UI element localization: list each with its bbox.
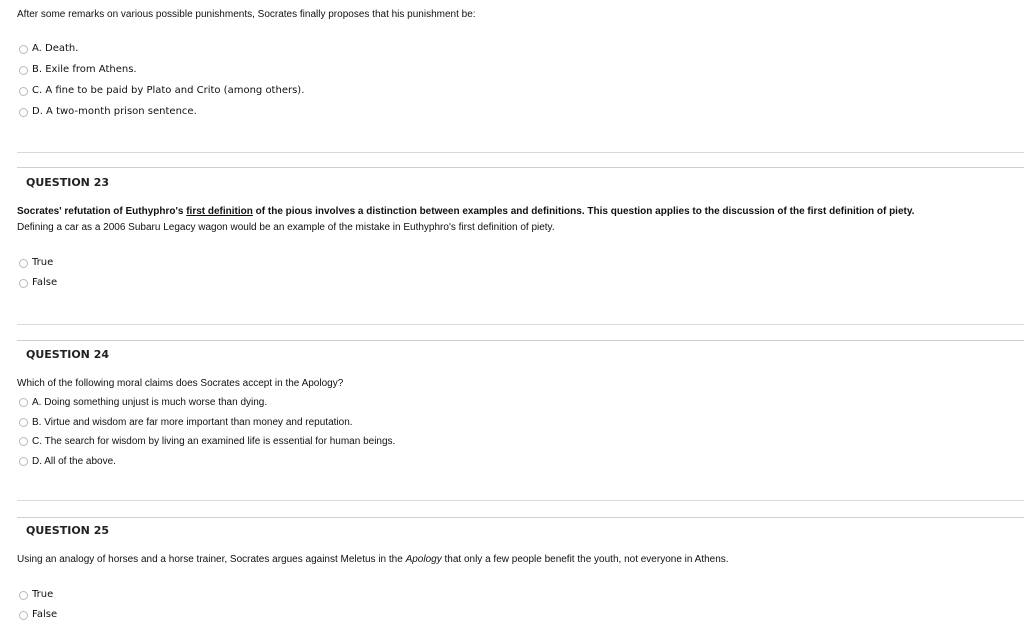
question-24-header: QUESTION 24 [26, 348, 110, 361]
q25-true-label[interactable]: True [32, 589, 54, 600]
question-23-statement: Defining a car as a 2006 Subaru Legacy wagon would be an example of the mistake in Euthyphro's first definition of piety. [17, 222, 555, 233]
q23-false-label[interactable]: False [32, 277, 58, 288]
q22-option-d-label[interactable]: D. A two-month prison sentence. [32, 106, 197, 117]
q25-false-label[interactable]: False [32, 609, 58, 620]
q24-option-a-label[interactable]: A. Doing something unjust is much worse than dying. [32, 397, 268, 408]
q22-option-c-radio[interactable] [19, 87, 28, 96]
q24-option-b-radio[interactable] [19, 418, 28, 427]
question-22-prompt: After some remarks on various possible punishments, Socrates finally proposes that his punishment be: [17, 9, 476, 20]
question-25-prompt-italic: Apology [405, 554, 442, 565]
question-24-top-rule [17, 340, 1024, 341]
question-23-top-rule [17, 167, 1024, 168]
separator-line [17, 500, 1024, 501]
question-23-prompt-part1: Socrates' refutation of Euthyphro's [17, 206, 187, 217]
question-25-prompt-part2: that only a few people benefit the youth, not everyone in Athens. [441, 554, 729, 565]
q22-option-a-label[interactable]: A. Death. [32, 43, 79, 54]
question-25-top-rule [17, 517, 1024, 518]
q22-option-c-label[interactable]: C. A fine to be paid by Plato and Crito (among others). [32, 85, 305, 96]
question-24-prompt: Which of the following moral claims does Socrates accept in the Apology? [17, 378, 344, 389]
separator-line [17, 324, 1024, 325]
q24-option-c-radio[interactable] [19, 437, 28, 446]
q25-true-radio[interactable] [19, 591, 28, 600]
question-23-prompt-part2: of the pious involves a distinction between examples and definitions. This question applies to the discussion of the first definition of piety. [252, 206, 915, 217]
q22-option-d-radio[interactable] [19, 108, 28, 117]
separator-line [17, 152, 1024, 153]
q24-option-d-radio[interactable] [19, 457, 28, 466]
q23-true-label[interactable]: True [32, 257, 54, 268]
question-23-header: QUESTION 23 [26, 176, 110, 189]
question-25-header: QUESTION 25 [26, 524, 110, 537]
q23-true-radio[interactable] [19, 259, 28, 268]
q23-false-radio[interactable] [19, 279, 28, 288]
question-25-prompt-part1: Using an analogy of horses and a horse trainer, Socrates argues against Meletus in the [17, 554, 406, 565]
q24-option-b-label[interactable]: B. Virtue and wisdom are far more important than money and reputation. [32, 417, 353, 428]
q25-false-radio[interactable] [19, 611, 28, 620]
q24-option-c-label[interactable]: C. The search for wisdom by living an examined life is essential for human beings. [32, 436, 396, 447]
question-25-prompt [17, 553, 729, 567]
q22-option-b-label[interactable]: B. Exile from Athens. [32, 64, 137, 75]
q22-option-a-radio[interactable] [19, 45, 28, 54]
q24-option-a-radio[interactable] [19, 398, 28, 407]
question-23-prompt [17, 205, 914, 219]
q24-option-d-label[interactable]: D. All of the above. [32, 456, 116, 467]
first-definition-link[interactable]: first definition [186, 206, 253, 217]
q22-option-b-radio[interactable] [19, 66, 28, 75]
